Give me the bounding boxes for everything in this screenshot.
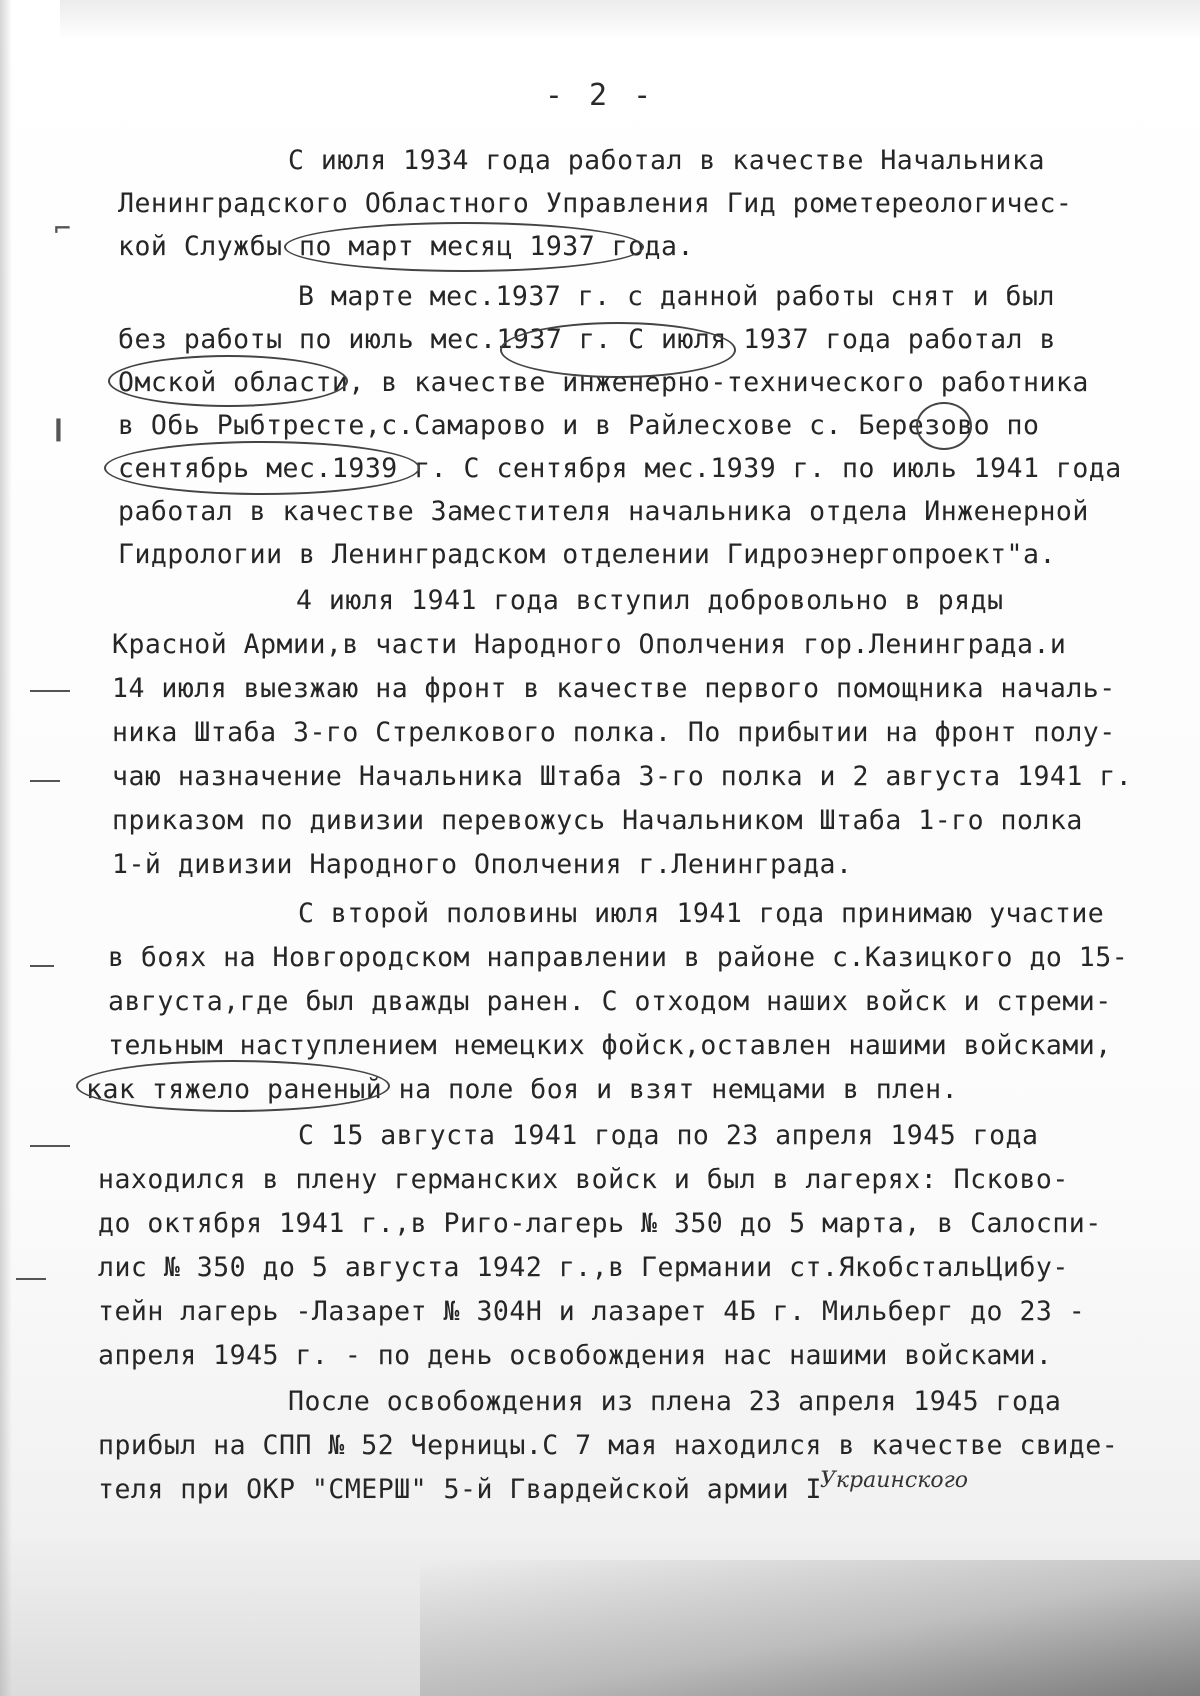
- text-line: в боях на Новгородском направлении в районе с.Казицкого до 15-: [108, 942, 1129, 973]
- text-line: С второй половины июля 1941 года принимаю участие: [298, 898, 1105, 929]
- margin-bracket-mark: ⌐: [54, 212, 71, 245]
- pencil-circle-mark: [284, 222, 644, 272]
- text-line: лис № 350 до 5 августа 1942 г.,в Германии ст.ЯкобстальЦибу-: [98, 1252, 1069, 1283]
- page-number: - 2 -: [544, 78, 656, 113]
- pencil-circle-mark: [76, 1060, 390, 1112]
- scan-shadow-left: [0, 0, 12, 1696]
- text-line: теля при ОКР "СМЕРШ" 5-й Гвардейской армии I: [98, 1474, 822, 1505]
- text-line: работал в качестве Заместителя начальника отдела Инженерной: [118, 496, 1089, 527]
- text-line: находился в плену германских войск и был в лагерях: Псково-: [98, 1164, 1069, 1195]
- text-line: Гидрологии в Ленинградском отделении Гидроэнергопроект"а.: [118, 539, 1056, 570]
- text-line: как тяжело раненый на поле боя и взят немцами в плен.: [86, 1074, 959, 1105]
- text-line: В марте мес.1937 г. с данной работы снят и был: [298, 281, 1055, 312]
- text-line: С июля 1934 года работал в качестве Начальника: [288, 145, 1045, 176]
- margin-bracket-mark: ❙: [50, 412, 67, 445]
- text-line: в Обь Рыбтресте,с.Самарово и в Райлесхове с. Березово по: [118, 410, 1040, 441]
- text-line: тельным наступлением немецких фойск,оставлен нашими войсками,: [108, 1030, 1112, 1061]
- margin-tick-mark: [30, 780, 60, 782]
- text-line: чаю назначение Начальника Штаба 3-го полка и 2 августа 1941 г.: [112, 761, 1133, 792]
- text-line: Омской области, в качестве инженерно-технического работника: [118, 367, 1089, 398]
- text-line: Ленинградского Областного Управления Гид рометереологичес-: [118, 188, 1073, 219]
- handwritten-note: Украинского: [820, 1468, 968, 1493]
- text-line: С 15 августа 1941 года по 23 апреля 1945 года: [298, 1120, 1039, 1151]
- pencil-circle-mark: [108, 355, 348, 407]
- pencil-circle-mark: [916, 402, 972, 450]
- scan-shadow-bottom: [420, 1560, 1200, 1696]
- pencil-circle-mark: [104, 441, 420, 495]
- text-line: апреля 1945 г. - по день освобождения нас нашими войсками.: [98, 1340, 1053, 1371]
- text-line: 4 июля 1941 года вступил добровольно в ряды: [296, 585, 1004, 616]
- text-line: приказом по дивизии перевожусь Начальником Штаба 1-го полка: [112, 805, 1083, 836]
- text-line: без работы по июль мес.1937 г. С июля 1937 года работал в: [118, 324, 1056, 355]
- margin-tick-mark: [30, 965, 54, 967]
- text-line: августа,где был дважды ранен. С отходом наших войск и стреми-: [108, 986, 1112, 1017]
- text-line: тейн лагерь -Лазарет № 304Н и лазарет 4Б г. Мильберг до 23 -: [98, 1296, 1086, 1327]
- text-line: до октября 1941 г.,в Риго-лагерь № 350 до 5 марта, в Салоспи-: [98, 1208, 1102, 1239]
- text-line: прибыл на СПП № 52 Черницы.С 7 мая находился в качестве свиде-: [98, 1430, 1119, 1461]
- margin-tick-mark: [30, 1145, 70, 1147]
- margin-tick-mark: [30, 690, 70, 692]
- text-line: Красной Армии,в части Народного Ополчения гор.Ленинграда.и: [112, 629, 1067, 660]
- text-line: После освобождения из плена 23 апреля 1945 года: [288, 1386, 1062, 1417]
- pencil-circle-mark: [500, 322, 736, 378]
- scan-shadow-top: [60, 0, 1200, 40]
- text-line: кой Службы по март месяц 1937 года.: [118, 231, 694, 262]
- text-line: 14 июля выезжаю на фронт в качестве первого помощника началь-: [112, 673, 1116, 704]
- margin-tick-mark: [16, 1278, 46, 1280]
- text-line: ника Штаба 3-го Стрелкового полка. По прибытии на фронт полу-: [112, 717, 1116, 748]
- text-line: 1-й дивизии Народного Ополчения г.Ленинграда.: [112, 849, 853, 880]
- text-line: сентябрь мес.1939 г. С сентября мес.1939 г. по июль 1941 года: [118, 453, 1122, 484]
